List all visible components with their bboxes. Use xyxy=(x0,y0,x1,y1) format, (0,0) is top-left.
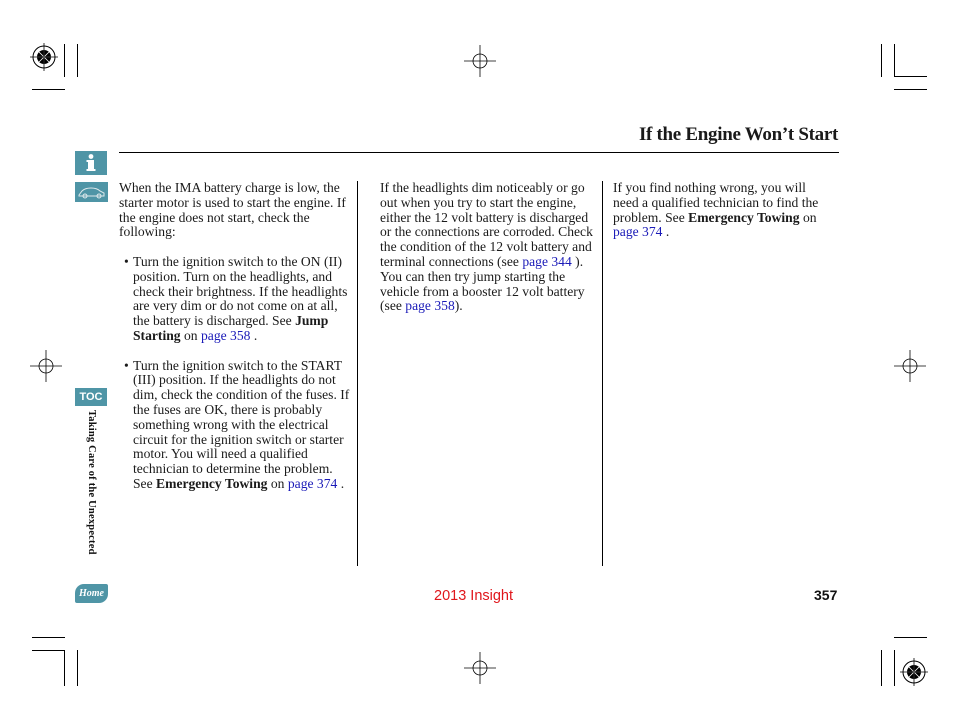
crosshair-right-icon xyxy=(894,350,926,382)
toc-button[interactable] xyxy=(75,388,107,406)
column-divider xyxy=(602,181,603,566)
info-icon xyxy=(75,151,107,175)
bullet-icon: • xyxy=(124,253,129,269)
page-374-link[interactable]: page 374 xyxy=(613,224,663,240)
title-rule xyxy=(119,152,839,153)
intro-paragraph: When the IMA battery charge is low, the starter motor is used to start the engine. If the engine does not start, check the following: xyxy=(119,180,346,240)
section-label: Taking Care of the Unexpected xyxy=(86,410,97,555)
column-divider xyxy=(357,181,358,566)
page-number: 357 xyxy=(814,587,838,603)
column-2 xyxy=(380,181,595,314)
jump-starting-ref: Jump Starting xyxy=(133,313,329,343)
registration-mark-top-left-icon xyxy=(29,42,59,72)
emergency-towing-ref: Emergency Towing xyxy=(688,209,800,225)
home-button[interactable] xyxy=(75,584,108,603)
column-3 xyxy=(613,181,833,240)
vehicle-index-button[interactable] xyxy=(75,182,108,202)
crosshair-top-icon xyxy=(464,45,496,77)
toc-label: TOC xyxy=(79,391,103,403)
battery-paragraph: If the headlights dim noticeably or go out when you try to start the engine, either the 12 volt battery is discharged or the connections are corroded. Check the condition of the 12 volt battery and terminal connections (see page 344 ). You can then try jump starting the vehicle from a booster 12 volt battery (see page 358). xyxy=(380,180,593,314)
technician-paragraph: If you find nothing wrong, you will need a qualified technician to find the problem. See Emergency Towing on page 374 . xyxy=(613,180,819,240)
info-button[interactable] xyxy=(75,151,107,175)
page-title: If the Engine Won’t Start xyxy=(638,124,838,145)
page-358-link[interactable]: page 358 xyxy=(405,298,455,314)
column-1 xyxy=(119,181,351,492)
list-item: • Turn the ignition switch to the ON (II) position. Turn on the headlights, and check their brightness. If the headlights are very dim or do not come on at all, the battery is discharged. See Jump Starting on page 358 . xyxy=(124,253,348,343)
crosshair-left-icon xyxy=(30,350,62,382)
car-icon xyxy=(75,182,108,202)
page-374-link[interactable]: page 374 xyxy=(287,475,338,491)
home-label: Home xyxy=(79,588,104,599)
bullet-icon: • xyxy=(124,357,129,373)
registration-mark-bottom-right-icon xyxy=(899,657,929,687)
page-358-link[interactable]: page 358 xyxy=(200,327,251,343)
list-item: • Turn the ignition switch to the START (III) position. If the headlights do not dim, check the condition of the fuses. If the fuses are OK, there is probably something wrong with the electrical circuit for the ignition switch or starter motor. You will need a qualified technician to determine the problem. See Emergency Towing on page 374 . xyxy=(124,357,350,491)
emergency-towing-ref: Emergency Towing xyxy=(156,475,268,491)
page-344-link[interactable]: page 344 xyxy=(522,253,572,269)
footer-model-name: 2013 Insight xyxy=(434,588,514,604)
crosshair-bottom-icon xyxy=(464,652,496,684)
